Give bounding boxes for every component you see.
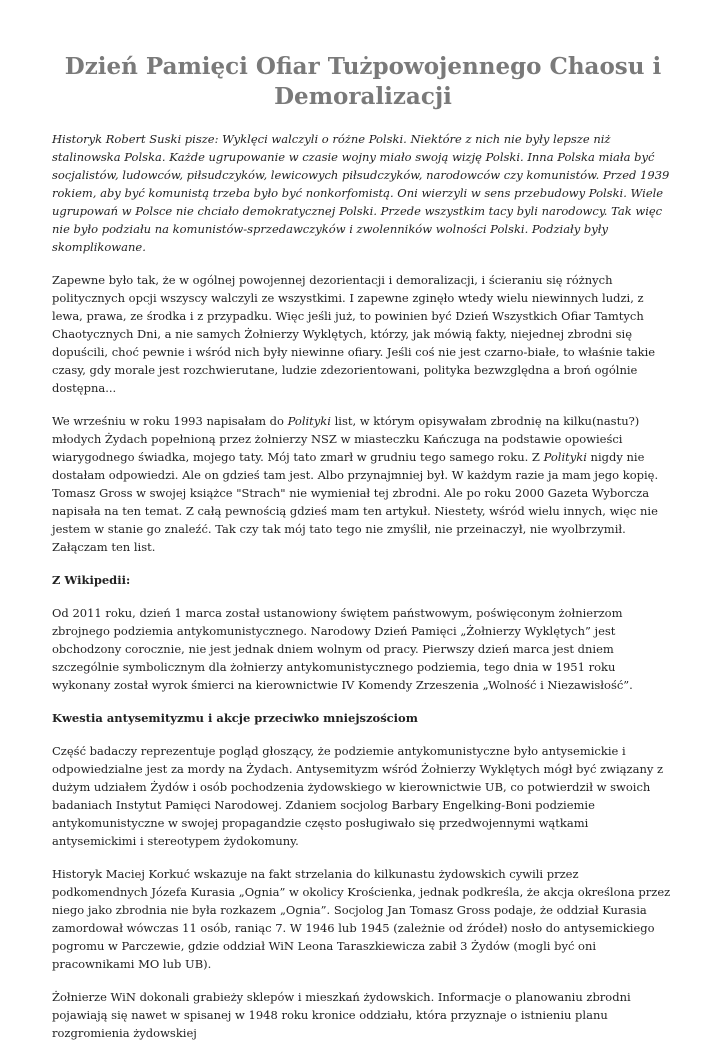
paragraph-3: Od 2011 roku, dzień 1 marca został ustanowiony świętem państwowym, poświęconym żołnierzom zbrojnego podziemia antykomunistycznego. Narodowy Dzień Pamięci „Żołnierzy Wyklętych” jest obchodzony corocznie, nie jest jednak dniem wolnym od pracy. Pierwszy dzień marca jest dniem szczególnie symbolicznym dla żołnierzy antykomunistycznego podziemia, tego dnia w 1951 roku wykonany został wyrok śmierci na kierownictwie IV Komendy Zrzeszenia „Wolność i Niezawisłość”. (52, 606, 633, 692)
paragraph-4: Część badaczy reprezentuje pogląd głoszący, że podziemie antykomunistyczne było antysemickie i odpowiedzialne jest za mordy na Żydach. Antysemityzm wśród Żołnierzy Wyklętych mógł być związany z dużym udziałem Żydów i osób pochodzenia żydowskiego w kierownictwie UB, co potwierdził w swoich badaniach Instytut Pamięci Narodowej. Zdaniem socjolog Barbary Engelking-Boni podziemie antykomunistyczne w swojej propagandzie często posługiwało się przedwojennymi wątkami antysemickimi i stereotypem żydokomuny. (52, 744, 664, 848)
polityki-title: Polityki (543, 450, 587, 464)
paragraph-5: Historyk Maciej Korkuć wskazuje na fakt strzelania do kilkunastu żydowskich cywili przez podkomendnych Józefa Kurasia „Ognia” w okolicy Krościenka, jednak podkreśla, że akcja określona przez niego jako zbrodnia nie była rozkazem „Ognia”. Socjolog Jan Tomasz Gross podaje, że oddział Kurasia zamordował wówczas 11 osób, raniąc 7. W 1946 lub 1945 (zależnie od źródeł) nosło do antysemickiego pogromu w Parczewie, gdzie oddział WiN Leona Taraszkiewicza zabił 3 Żydów (mogli być oni pracownikami MO lub UB). (52, 867, 671, 971)
paragraph-1: Zapewne było tak, że w ogólnej powojennej dezorientacji i demoralizacji, i ścieraniu się różnych politycznych opcji wszyscy walczyli ze wszystkimi. I zapewne zginęło wtedy wielu niewinnych ludzi, z lewa, prawa, ze środka i z przypadku. Więc jeśli już, to powinien być Dzień Wszystkich Ofiar Tamtych Chaotycznych Dni, a nie samych Żołnierzy Wyklętych, którzy, jak mówią fakty, niejednej zbrodni się dopuścili, choć pewnie i wśród nich były niewinne ofiary. Jeśli coś nie jest czarno-białe, to właśnie takie czasy, gdy morale jest rozchwierutane, ludzie zdezorientowani, polityka bezwzględna a broń ogólnie dostępna... (52, 273, 656, 395)
article-title: Dzień Pamięci Ofiar Tużpowojennego Chaosu i Demoralizacji (64, 53, 662, 110)
paragraph-2-text-a: We wrześniu w roku 1993 napisałam do (52, 414, 288, 428)
paragraph-2 (52, 412, 674, 556)
section-heading-antisemitism: Kwestia antysemityzmu i akcje przeciwko mniejszościom (52, 711, 418, 725)
intro-quote: Historyk Robert Suski pisze: Wyklęci walczyli o różne Polski. Niektóre z nich nie były lepsze niż stalinowska Polska. Każde ugrupowanie w czasie wojny miało swoją wizję Polski. Inna Polska miała być socjalistów, ludowców, piłsudczyków, lewicowych piłsudczyków, narodowców czy komunistów. Przed 1939 rokiem, aby być komunistą trzeba było być nonkorfomistą. Oni wierzyli w sens przebudowy Polski. Wiele ugrupowań w Polsce nie chciało demokratycznej Polski. Przede wszystkim tacy byli narodowcy. Tak więc nie było podziału na komunistów-sprzedawczyków i zwolenników wolności Polski. Podziały były skomplikowane. (52, 132, 670, 254)
paragraph-2-text-e: nigdy nie dostałam odpowiedzi. Ale on gdzieś tam jest. Albo przynajmniej był. W każdym razie ja mam jego kopię. Tomasz Gross w swojej książce "Strach" nie wymieniał tej zbrodni. Ale po roku 2000 Gazeta Wyborcza napisała na ten temat. Z całą pewnością gdzieś mam ten artykuł. Niestety, wśród wielu innych, więc nie jestem w stanie go znaleźć. Tak czy tak mój tato tego nie zmyślił, nie przeinaczył, nie wyolbrzymił. Załączam ten list. (52, 450, 659, 554)
section-heading-wikipedia: Z Wikipedii: (52, 573, 131, 587)
paragraph-2-text-c: list, w którym opisywałam zbrodnię na kilku(nastu?) młodych Żydach popełnioną przez żołnierzy NSZ w miasteczku Kańczuga na podstawie opowieści wiarygodnego świadka, mojego taty. Mój tato zmarł w grudniu tego samego roku. Z (52, 414, 640, 464)
paragraph-6: Żołnierze WiN dokonali grabieży sklepów i mieszkań żydowskich. Informacje o planowaniu zbrodni pojawiają się nawet w spisanej w 1948 roku kronice oddziału, która przyznaje o istnieniu planu rozgromienia żydowskiej (52, 990, 631, 1040)
polityki-title: Polityki (287, 414, 331, 428)
